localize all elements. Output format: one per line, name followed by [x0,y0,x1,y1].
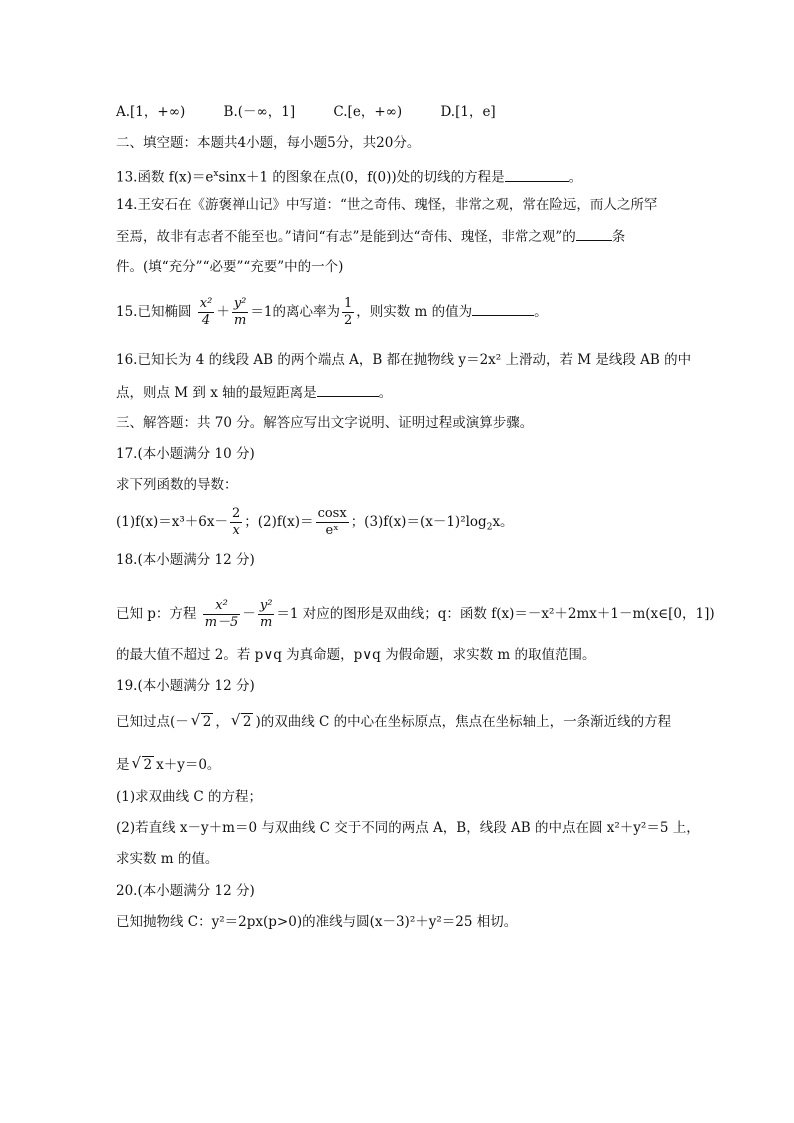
q16-line1: 16.已知长为 4 的线段 AB 的两个端点 A，B 都在抛物线 y＝2x² 上滑动，若 M 是线段 AB 的中 [116,352,692,368]
q16-answer-blank[interactable] [317,383,379,397]
q13 [116,165,582,187]
q19-line1 [116,713,671,731]
q17-part3: ；(3)f(x)＝(x－1)²log [350,514,487,530]
q19-title: 19.(本小题满分 12 分) [116,678,255,694]
q15-middle: ＝1的离心率为 [250,304,340,320]
q15-prefix: 15.已知椭圆 [116,304,192,320]
q14-answer-blank[interactable] [576,227,612,241]
q12-option-d: D.[1，e] [440,104,496,120]
q13-rest: sinx＋1 的图象在点(0，f(0))处的切线的方程是 [218,169,505,186]
q18-text-a: 已知 p：方程 [116,606,197,622]
q15-frac-y: $\frac{\text{y²}}{m}$ [233,296,247,328]
q19-sqrt-2: √ 2 [231,713,254,731]
q17-parts [116,506,514,539]
q18-frac-y: $\frac{\text{y²}}{m}$ [259,598,273,630]
q14-line2-text: 至焉，故非有志者不能至也。”请问“有志”是能到达“奇伟、瑰怪，非常之观”的 [116,229,576,245]
q13-sup: x [213,169,219,179]
q18-frac-x: $\frac{\text{x²}}{m-5}$ [204,598,239,630]
q17-part2: ；(2)f(x)＝ [244,514,314,530]
q16-line2-text: 点，则点 M 到 x 轴的最短距离是 [116,385,317,401]
q17-log-base: 2 [486,522,493,533]
q19-text-e: x＋y＝0。 [156,757,221,773]
q19-part2: (2)若直线 x－y＋m＝0 与双曲线 C 交于不同的两点 A，B，线段 AB 的中点在圆 x²＋y²＝5 上， [116,820,700,836]
q19-line2 [116,756,220,774]
q17-frac-cos: $\frac{\cos x}{\text{eˣ}}$ [317,506,347,538]
q15-suffix: ，则实数 m 的值为 [356,304,473,320]
q19-sqrt-1: √ 2 [191,713,214,731]
q18-line1: 已知 p：方程 $\frac{\text{x²}}{m-5}$ － $\frac{\text{y²}}{m}$ ＝1 对应的图形是双曲线；q：函数 f(x)＝－x²＋2mx＋1－m(x∈[0，1]) [116,598,715,630]
q17-title: 17.(本小题满分 10 分) [116,446,255,462]
q15-frac-x: $\frac{\text{x²}}{4}$ [199,296,213,328]
q12-option-c: C.[e，+∞) [333,104,403,120]
q19-part1: (1)求双曲线 C 的方程； [116,789,263,805]
q20-title: 20.(本小题满分 12 分) [116,883,255,899]
q13-text: 13.函数 f(x)＝e [116,169,214,186]
q17-frac-2x: $\frac{2}{x}$ [232,506,241,538]
q13-end: 。 [568,169,583,186]
section2-header: 二、填空题：本题共4小题，每小题5分，共20分。 [116,135,421,151]
q14-line2-tail: 条 [611,229,626,245]
q12-option-a: A.[1，+∞) [116,104,186,120]
q16-line2 [116,383,392,402]
q19-part3: 求实数 m 的值。 [116,851,219,867]
q14-line1: 14.王安石在《游褒禅山记》中写道：“世之奇伟、瑰怪，非常之观，常在险远，而人之所罕 [116,197,658,213]
q20-line1: 已知抛物线 C：y²＝2px(p>0)的准线与圆(x－3)²＋y²＝25 相切。 [116,914,518,930]
q13-answer-blank[interactable] [505,168,569,182]
q18-line2: 的最大值不超过 2。若 p∨q 为真命题，p∨q 为假命题，求实数 m 的取值范围。 [116,647,596,663]
q17-prompt: 求下列函数的导数： [116,477,238,493]
q19-text-b: ， [215,714,229,730]
q15-answer-blank[interactable] [472,302,534,316]
section3-header: 三、解答题：共 70 分。解答应写出文字说明、证明过程或演算步骤。 [116,415,534,431]
q15: 15.已知椭圆 $\frac{\text{x²}}{4}$ ＋ $\frac{\text{y²}}{m}$ ＝1的离心率为 $\frac{1}{2}$ ，则实数 m 的值为 。 [116,296,548,328]
q19-sqrt-3: √ 2 [132,756,155,774]
q15-frac-half: $\frac{1}{2}$ [343,296,353,328]
q12-options [116,103,530,121]
q19-text-a: 已知过点(－ [116,714,189,730]
q14-line2 [116,227,625,246]
q19-text-c: )的双曲线 C 的中心在坐标原点，焦点在坐标轴上，一条渐近线的方程 [255,714,672,730]
q16-end: 。 [378,385,393,401]
q18-title: 18.(本小题满分 12 分) [116,552,255,568]
q18-text-b: ＝1 对应的图形是双曲线；q：函数 f(x)＝－x²＋2mx＋1－m(x∈[0，1]) [276,606,715,622]
q12-option-b: B.(－∞，1] [223,104,296,120]
q15-end: 。 [534,304,548,320]
q14-line3: 件。(填“充分”“必要”“充要”中的一个) [116,259,344,275]
q19-text-d: 是 [116,757,130,773]
q17-part1: (1)f(x)＝x³＋6x－ [116,514,228,530]
q17-part3-end: x。 [492,514,514,530]
